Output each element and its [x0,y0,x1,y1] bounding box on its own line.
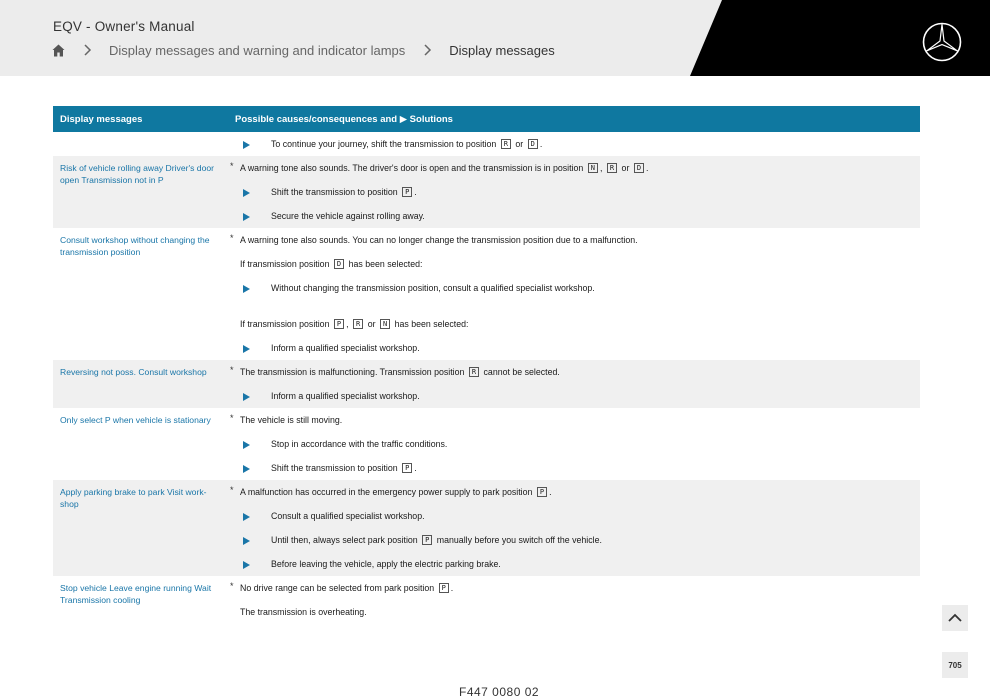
text-fragment: . [414,462,417,473]
action-arrow-icon [243,441,250,449]
breadcrumb [52,41,555,59]
text-fragment: The transmission is overheating. [240,607,367,617]
text-fragment: No drive range can be selected from park position [240,582,437,593]
display-message-cell [53,408,220,480]
text-fragment: , [346,318,352,329]
causes-solutions-cell [220,576,920,624]
table-header [53,106,920,132]
display-message-text: Risk of vehicle rolling away Driver's door open Transmission not in P [60,163,214,185]
solution-step [220,432,920,456]
transmission-position-key: D [334,259,344,269]
bullet-icon: * [230,413,234,423]
condition-text [220,252,920,276]
display-message-cell [53,156,220,228]
table-row [53,576,920,624]
action-arrow-icon [243,465,250,473]
line-text [240,583,453,594]
display-message-cell [53,132,220,156]
line-gap [220,300,920,312]
transmission-position-key: N [380,319,390,329]
line-text [271,187,417,198]
breadcrumb-link[interactable]: Display messages and warning and indicator lamps [109,42,406,58]
manual-title: EQV - Owner's Manual [53,19,195,34]
display-message-text: Apply parking brake to park Visit work-shop [60,487,207,509]
causes-solutions-cell [220,480,920,576]
text-fragment: or [512,138,526,149]
text-fragment: , [600,162,605,173]
chevron-up-icon [948,613,962,623]
solution-step [220,132,920,156]
text-fragment: If transmission position [240,318,332,329]
chevron-right-icon [83,44,93,56]
table-row [53,132,920,156]
transmission-position-key: D [634,163,644,173]
causes-solutions-cell [220,360,920,408]
line-text [271,211,425,221]
line-text [240,367,560,378]
transmission-position-key: R [501,139,511,149]
causes-solutions-cell [220,156,920,228]
line-text [240,415,342,425]
transmission-position-key: P [334,319,344,329]
solution-step [220,276,920,300]
text-fragment: Shift the transmission to position [271,462,401,473]
line-text [271,463,417,474]
line-text [240,259,422,270]
display-message-cell [53,228,220,360]
text-fragment: A malfunction has occurred in the emergency power supply to park position [240,486,535,497]
line-text [271,139,542,150]
line-text [240,487,552,498]
solution-step [220,336,920,360]
text-fragment: . [549,486,552,497]
text-fragment: A warning tone also sounds. You can no longer change the transmission position due to a malfunction. [240,235,638,245]
line-text [271,283,595,293]
solution-step [220,180,920,204]
text-fragment: Inform a qualified specialist workshop. [271,343,420,353]
text-fragment: . [539,138,543,149]
text-fragment: Secure the vehicle against rolling away. [271,211,425,221]
solution-step [220,456,920,480]
display-message-cell [53,576,220,624]
text-fragment: . [646,162,649,173]
table-row [53,228,920,360]
page-header [0,0,990,76]
line-text [271,391,420,401]
text-fragment: Shift the transmission to position [271,186,401,197]
display-message-cell [53,360,220,408]
solution-step [220,552,920,576]
text-fragment: or [619,162,632,173]
text-fragment: . [450,582,454,593]
text-fragment: has been selected: [392,318,469,329]
bullet-icon: * [230,233,234,243]
text-fragment: cannot be selected. [481,366,560,377]
table-body [53,132,920,624]
line-text [240,235,638,245]
causes-solutions-cell [220,132,920,156]
display-message-text: Reversing not poss. Consult workshop [60,367,207,377]
text-fragment: The vehicle is still moving. [240,415,343,425]
line-text [240,319,468,330]
figure-code: F447 0080 02 [459,685,540,699]
transmission-position-key: P [439,583,449,593]
action-arrow-icon [243,345,250,353]
transmission-position-key: P [537,487,547,497]
solution-step [220,384,920,408]
text-fragment: . [414,186,417,197]
header-causes-solutions: Possible causes/consequences and ▶ Solutions [235,114,453,125]
cause-item [220,156,920,180]
cause-item [220,228,920,252]
chevron-right-icon [423,44,433,56]
causes-solutions-cell [220,408,920,480]
action-arrow-icon [243,285,250,293]
transmission-position-key: P [402,187,412,197]
table-row [53,408,920,480]
text-fragment: Stop in accordance with the traffic conditions. [271,439,448,449]
text-fragment: Until then, always select park position [271,534,421,545]
action-arrow-icon [243,561,250,569]
hw-button-label: 705 [948,660,962,670]
transmission-position-key: R [607,163,617,173]
text-fragment: A warning tone also sounds. The driver's door is open and the transmission is in position [240,162,586,173]
bullet-icon: * [230,581,234,591]
solution-step [220,504,920,528]
cause-item [220,360,920,384]
causes-solutions-cell [220,228,920,360]
line-text [271,535,602,546]
transmission-position-key: P [402,463,412,473]
display-message-cell [53,480,220,576]
action-arrow-icon [243,189,250,197]
cause-item [220,408,920,432]
text-fragment: To continue your journey, shift the transmission to position [271,138,499,149]
line-text [271,559,501,569]
solution-step [220,528,920,552]
solution-step [220,204,920,228]
mercedes-star-icon [922,22,962,62]
header-display-messages: Display messages [60,114,143,125]
text-fragment: Before leaving the vehicle, apply the electric parking brake. [271,559,501,569]
text-fragment: or [365,318,378,329]
display-message-text: Only select P when vehicle is stationary [60,415,211,425]
text-fragment: Consult a qualified specialist workshop. [271,511,425,521]
condition-text [220,600,920,624]
action-arrow-icon [243,213,250,221]
text-fragment: Inform a qualified specialist workshop. [271,391,420,401]
condition-text [220,312,920,336]
action-arrow-icon [243,141,250,149]
bullet-icon: * [230,161,234,171]
cause-item [220,576,920,600]
table-row [53,480,920,576]
transmission-position-key: N [588,163,598,173]
action-arrow-icon [243,537,250,545]
transmission-position-key: D [528,139,538,149]
line-text [240,607,367,617]
transmission-position-key: P [422,535,432,545]
display-message-text: Consult workshop without changing the transmission position [60,235,210,257]
text-fragment: If transmission position [240,258,332,269]
table-row [53,360,920,408]
text-fragment: manually before you switch off the vehicle. [434,534,602,545]
text-fragment: Without changing the transmission position, consult a qualified specialist workshop. [271,283,595,293]
breadcrumb-current: Display messages [449,42,555,58]
display-message-text: Stop vehicle Leave engine running Wait Transmission cooling [60,583,212,605]
table-row [53,156,920,228]
line-text [271,511,425,521]
text-fragment: has been selected: [346,258,423,269]
hw-button[interactable] [942,652,968,678]
line-text [240,163,649,174]
back-to-top-button[interactable] [942,605,968,631]
display-messages-table [53,106,920,624]
transmission-position-key: R [353,319,363,329]
line-text [271,439,447,449]
transmission-position-key: R [469,367,479,377]
bullet-icon: * [230,485,234,495]
line-text [271,343,420,353]
text-fragment: The transmission is malfunctioning. Transmission position [240,366,467,377]
bullet-icon: * [230,365,234,375]
action-arrow-icon [243,393,250,401]
home-icon[interactable] [52,44,65,57]
action-arrow-icon [243,513,250,521]
cause-item [220,480,920,504]
